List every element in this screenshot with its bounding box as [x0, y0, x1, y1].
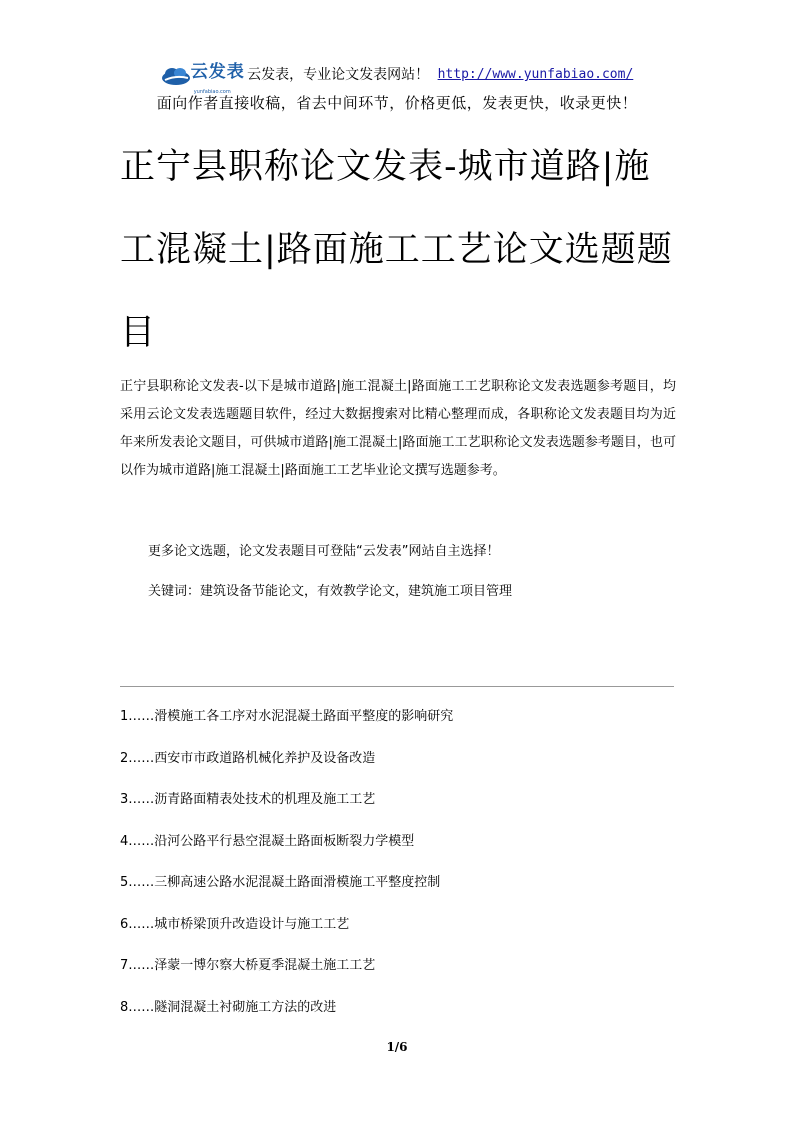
- site-url-link[interactable]: http://www.yunfabiao.com/: [437, 67, 634, 82]
- cloud-icon: [161, 66, 191, 86]
- topic-item: 6……城市桥梁顶升改造设计与施工工艺: [120, 916, 350, 932]
- topic-item: 1……滑模施工各工序对水泥混凝土路面平整度的影响研究: [120, 709, 454, 724]
- more-topics-note: 更多论文选题，论文发表题目可登陆“云发表”网站自主选择！: [148, 544, 500, 559]
- keywords-line: 关键词：建筑设备节能论文，有效教学论文，建筑施工项目管理: [148, 584, 513, 599]
- logo-text: 云发表: [190, 62, 245, 82]
- section-divider: [120, 686, 674, 687]
- site-logo[interactable]: [161, 60, 245, 95]
- topic-item: 2……西安市市政道路机械化养护及设备改造: [120, 750, 376, 766]
- topic-item: 5……三柳高速公路水泥混凝土路面滑模施工平整度控制: [120, 875, 441, 890]
- site-header: [0, 60, 794, 95]
- topic-item: 3……沥青路面精表处技术的机理及施工工艺: [120, 792, 376, 807]
- page-number: 1/6: [386, 1040, 408, 1054]
- topic-item: 4……沿河公路平行悬空混凝土路面板断裂力学模型: [120, 833, 415, 849]
- topic-item: 7……泽蒙一博尔察大桥夏季混凝土施工工艺: [120, 958, 376, 973]
- topic-item: 8……隧洞混凝土衬砌施工方法的改进: [120, 999, 337, 1015]
- header-tagline: 面向作者直接收稿，省去中间环节，价格更低，发表更快，收录更快！: [156, 94, 638, 112]
- document-title: 正宁县职称论文发表-城市道路|施工混凝土|路面施工工艺论文选题题目: [120, 147, 673, 353]
- logo-subtext: yunfabiao.com: [193, 89, 231, 95]
- topic-list: [120, 706, 676, 1038]
- intro-paragraph: 正宁县职称论文发表-以下是城市道路|施工混凝土|路面施工工艺职称论文发表选题参考题目，均采用云论文发表选题题目软件，经过大数据搜索对比精心整理而成，各职称论文发表题目均为近年来所发表论文题目，可供城市道路|施工混凝土|路面施工工艺职称论文发表选题参考题目，也可以作为城市道路|施工混凝土|路面施工工艺毕业论文撰写选题参考。: [120, 379, 676, 478]
- header-slogan: 云发表，专业论文发表网站！: [247, 67, 430, 83]
